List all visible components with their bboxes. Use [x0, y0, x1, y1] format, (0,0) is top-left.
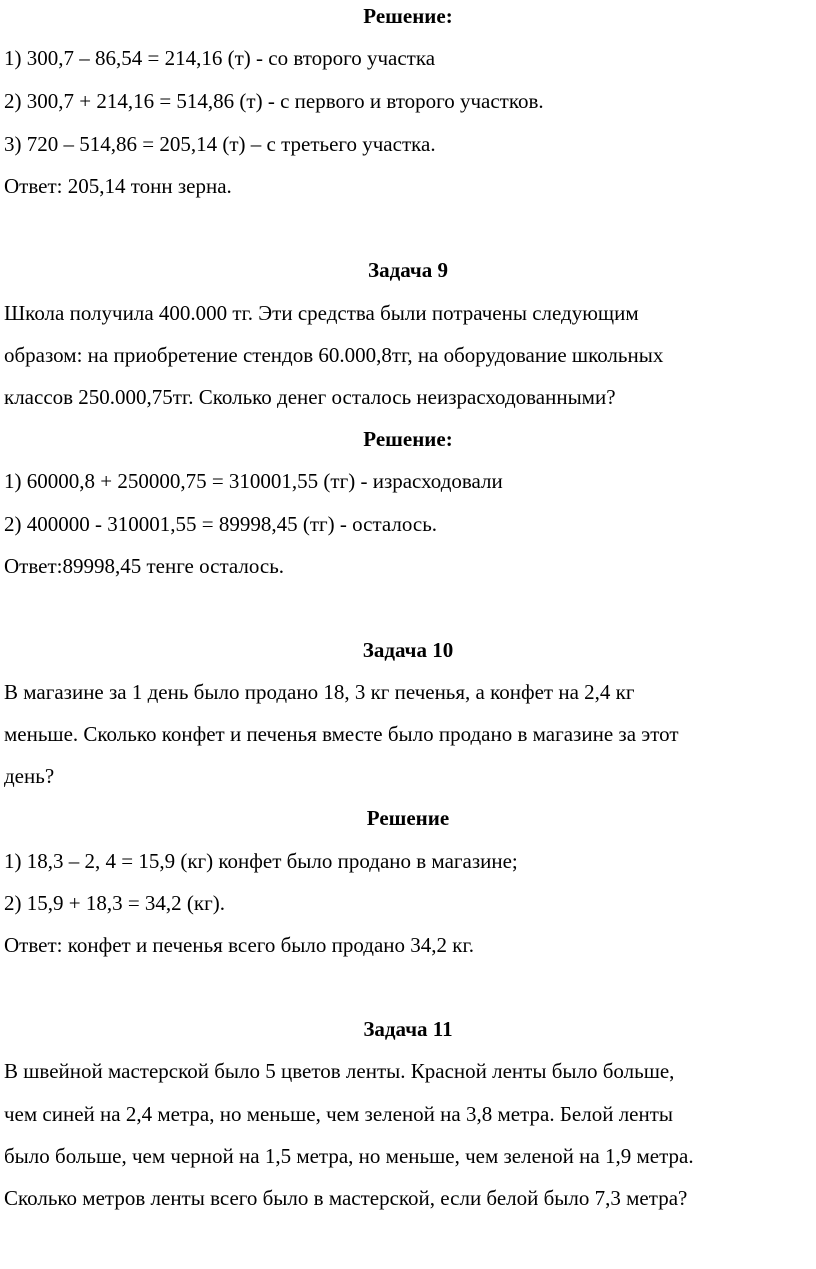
- solution-line: 1) 18,3 – 2, 4 = 15,9 (кг) конфет было продано в магазине;: [4, 849, 518, 873]
- solution-line: 1) 300,7 – 86,54 = 214,16 (т) - со второго участка: [4, 46, 436, 70]
- task-heading: Задача 9: [368, 258, 448, 282]
- task-text-line: чем синей на 2,4 метра, но меньше, чем зеленой на 3,8 метра. Белой ленты: [4, 1102, 674, 1126]
- task-text-line: В магазине за 1 день было продано 18, 3 кг печенья, а конфет на 2,4 кг: [4, 680, 635, 704]
- task-text-line: Школа получила 400.000 тг. Эти средства были потрачены следующим: [4, 301, 639, 325]
- task-heading: Задача 11: [363, 1017, 453, 1041]
- solution-line: 2) 400000 - 310001,55 = 89998,45 (тг) - осталось.: [4, 512, 438, 536]
- solution-line: 2) 15,9 + 18,3 = 34,2 (кг).: [4, 891, 225, 915]
- solution-heading: Решение:: [363, 427, 453, 451]
- answer-line: Ответ: 205,14 тонн зерна.: [4, 174, 232, 198]
- task-text-line: классов 250.000,75тг. Сколько денег осталось неизрасходованными?: [4, 385, 616, 409]
- solution-heading: Решение:: [363, 4, 453, 28]
- solution-heading: Решение: [366, 806, 450, 830]
- task-heading: Задача 10: [362, 638, 454, 662]
- task-text-line: В швейной мастерской было 5 цветов ленты. Красной ленты было больше,: [4, 1059, 675, 1083]
- task-text-line: образом: на приобретение стендов 60.000,8тг, на оборудование школьных: [4, 343, 664, 367]
- task-text-line: день?: [4, 764, 55, 788]
- task-text-line: было больше, чем черной на 1,5 метра, но меньше, чем зеленой на 1,9 метра.: [4, 1144, 694, 1168]
- task-text-line: меньше. Сколько конфет и печенья вместе было продано в магазине за этот: [4, 722, 679, 746]
- solution-line: 1) 60000,8 + 250000,75 = 310001,55 (тг) - израсходовали: [4, 469, 503, 493]
- task-text-line: Сколько метров ленты всего было в мастерской, если белой было 7,3 метра?: [4, 1186, 688, 1210]
- solution-line: 2) 300,7 + 214,16 = 514,86 (т) - с первого и второго участков.: [4, 89, 544, 113]
- solution-line: 3) 720 – 514,86 = 205,14 (т) – с третьего участка.: [4, 132, 436, 156]
- answer-line: Ответ: конфет и печенья всего было продано 34,2 кг.: [4, 933, 474, 957]
- answer-line: Ответ:89998,45 тенге осталось.: [4, 554, 285, 578]
